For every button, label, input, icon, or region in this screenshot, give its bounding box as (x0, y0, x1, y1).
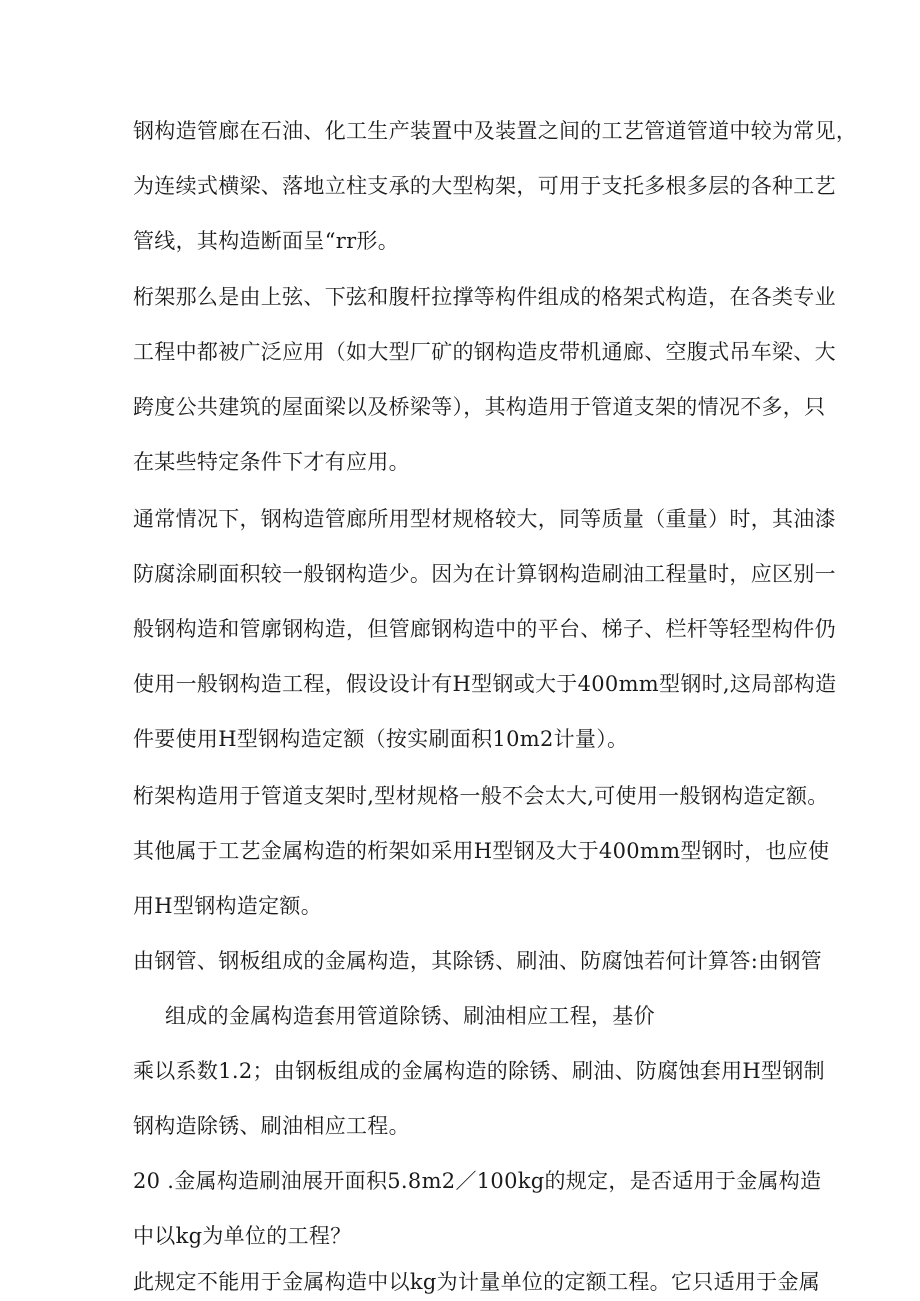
text-line: 在某些特定条件下才有应用。 (133, 450, 410, 474)
text-line: 管线，其构造断面呈“rr形。 (133, 229, 400, 253)
text-line: 般钢构造和管廓钢构造，但管廊钢构造中的平台、梯子、栏杆等轻型构件仍 (133, 617, 836, 641)
text-line: 防腐涂刷面积较一般钢构造少。因为在计算钢构造刷油工程量时，应区别一 (133, 562, 836, 586)
text-line: 工程中都被广泛应用（如大型厂矿的钢构造皮带机通廊、空腹式吊车梁、大 (133, 340, 836, 364)
text-line: 由钢管、钢板组成的金属构造，其除锈、刷油、防腐蚀若何计算答:由钢管 (133, 949, 822, 973)
text-line: 桁架构造用于管道支架时,型材规格一般不会太大,可使用一般钢构造定额。 (133, 784, 829, 808)
text-line: 组成的金属构造套用管道除锈、刷油相应工程，基价 (165, 1004, 655, 1028)
text-line: 此规定不能用于金属构造中以kg为计量单位的定额工程。它只适用于金属 (133, 1270, 821, 1294)
text-line: 中以kg为单位的工程？ (133, 1224, 352, 1248)
text-line: 为连续式横梁、落地立柱支承的大型构架，可用于支托多根多层的各种工艺 (133, 174, 836, 198)
text-line: 钢构造除锈、刷油相应工程。 (133, 1114, 410, 1138)
text-line: 乘以系数1.2；由钢板组成的金属构造的除锈、刷油、防腐蚀套用H型钢制 (133, 1059, 825, 1083)
text-line: 使用一般钢构造工程，假设设计有H型钢或大于400mm型钢时,这局部构造 (133, 672, 837, 696)
text-line: 通常情况下，钢构造管廊所用型材规格较大，同等质量（重量）时，其油漆 (133, 507, 836, 531)
text-line: 20 .金属构造刷油展开面积5.8m2／100kg的规定，是否适用于金属构造 (133, 1169, 822, 1193)
text-line: 用H型钢构造定额。 (133, 894, 323, 918)
text-line: 桁架那么是由上弦、下弦和腹杆拉撑等构件组成的格架式构造，在各类专业 (133, 285, 836, 309)
text-line: 钢构造管廊在石油、化工生产装置中及装置之间的工艺管道管道中较为常见， (133, 119, 858, 143)
text-line: 件要使用H型钢构造定额（按实刷面积10m2计量）。 (133, 727, 629, 751)
text-line: 跨度公共建筑的屋面梁以及桥梁等），其构造用于管道支架的情况不多，只 (133, 395, 826, 419)
text-line: 其他属于工艺金属构造的桁架如采用H型钢及大于400mm型钢时，也应使 (133, 839, 830, 863)
